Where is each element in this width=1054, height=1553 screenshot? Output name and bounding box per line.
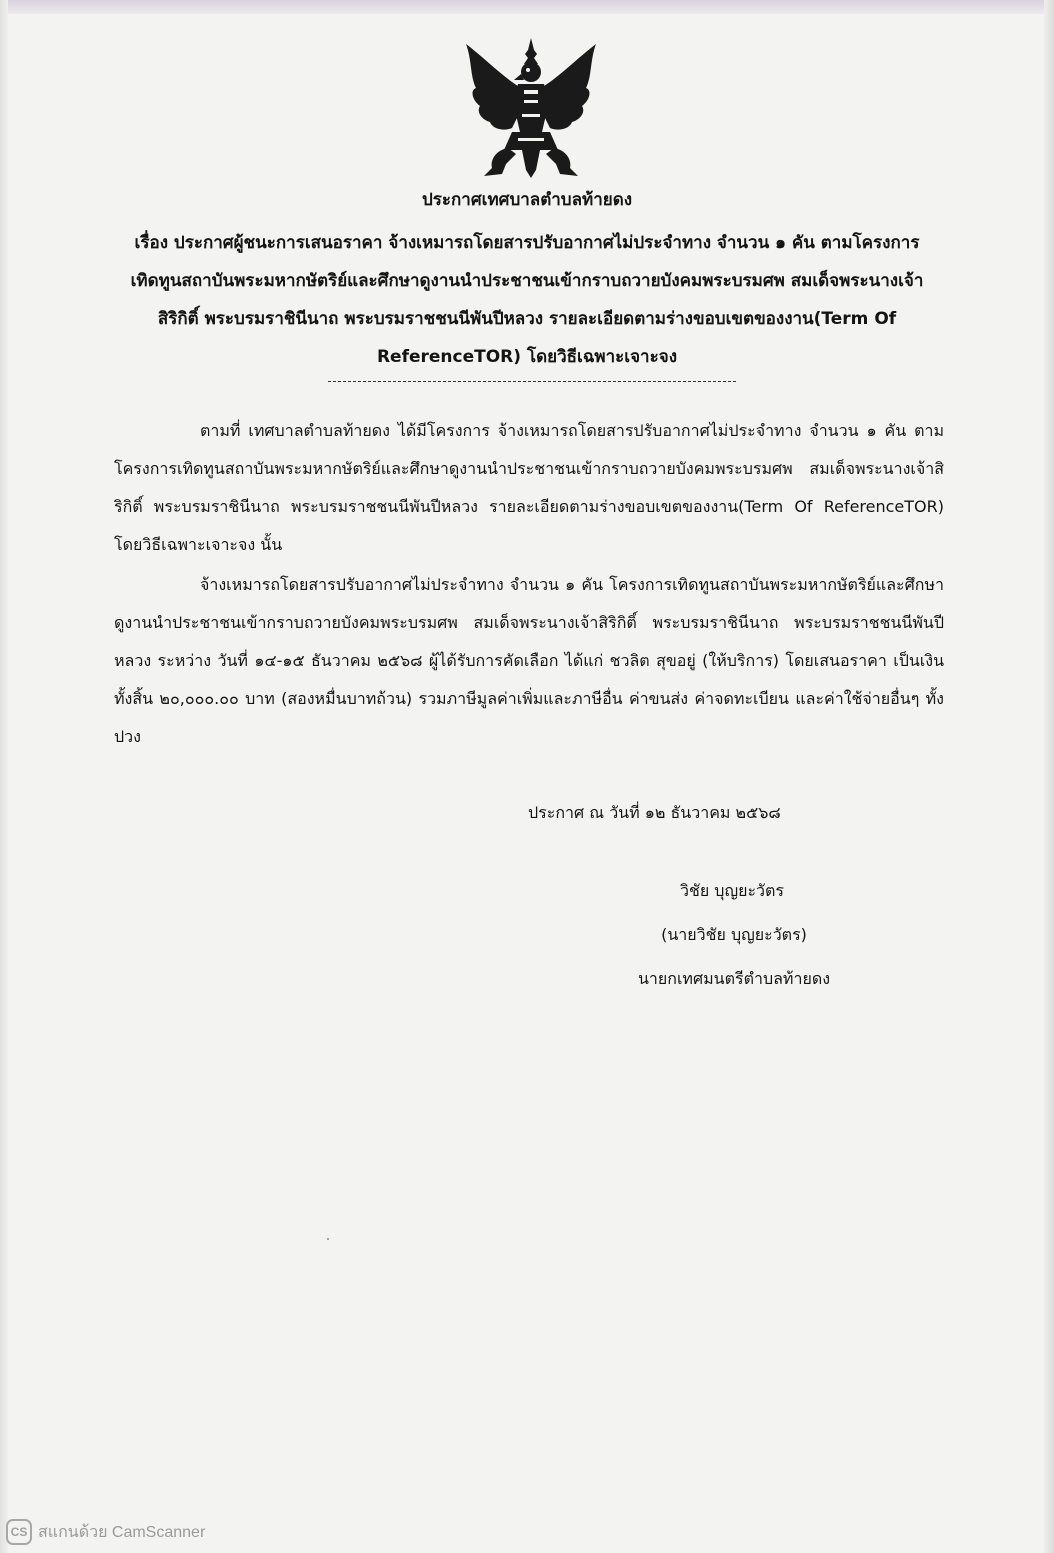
section-divider (328, 381, 736, 382)
scan-speck (327, 1238, 329, 1240)
subject-line: เรื่อง ประกาศผู้ชนะการเสนอราคา จ้างเหมารถโดยสารปรับอากาศไม่ประจำทาง จำนวน ๑ คัน ตามโครงการ (134, 233, 920, 253)
scan-edge-top (0, 0, 1054, 14)
body-paragraph-1 (114, 412, 944, 564)
subject-block (96, 224, 958, 376)
scan-edge-right (1044, 0, 1054, 1553)
subject-line: สิริกิติ์ พระบรมราชินีนาถ พระบรมราชชนนีพันปีหลวง รายละเอียดตามร่างขอบเขตของงาน(Term Of (157, 309, 897, 329)
camscanner-text: สแกนด้วย CamScanner (38, 1523, 206, 1541)
camscanner-logo-icon: CS (6, 1519, 32, 1545)
announcement-date: ประกาศ ณ วันที่ ๑๒ ธันวาคม ๒๕๖๘ (528, 803, 781, 822)
signatory-position: นายกเทศมนตรีตำบลท้ายดง (637, 969, 831, 988)
body-paragraph-2 (114, 566, 944, 756)
subject-line: เทิดทูนสถาบันพระมหากษัตริย์และศึกษาดูงานนำประชาชนเข้ากราบถวายบังคมพระบรมศพ สมเด็จพระนางเจ้า (130, 271, 924, 291)
paragraph-text: ตามที่ เทศบาลตำบลท้ายดง ได้มีโครงการ จ้างเหมารถโดยสารปรับอากาศไม่ประจำทาง จำนวน ๑ คัน ตามโครงการเทิดทูนสถาบันพระมหากษัตริย์และศึกษาดูงานนำประชาชนเข้ากราบถวายบังคมพระบรมศพ สมเด็จพระนางเจ้าสิริกิติ์ พระบรมราชินีนาถ พระบรมราชชนนีพันปีหลวง รายละเอียดตามร่างขอบเขตของงาน(Term Of ReferenceTOR) โดยวิธีเฉพาะเจาะจง นั้น (114, 421, 944, 554)
signatory-full-name: (นายวิชัย บุญยะวัตร) (661, 925, 807, 944)
document-title: ประกาศเทศบาลตำบลท้ายดง (421, 190, 633, 210)
scan-edge-left (0, 0, 8, 1553)
camscanner-watermark (6, 1518, 205, 1546)
garuda-emblem-icon (462, 36, 600, 182)
paragraph-text: จ้างเหมารถโดยสารปรับอากาศไม่ประจำทาง จำนวน ๑ คัน โครงการเทิดทูนสถาบันพระมหากษัตริย์และศึกษาดูงานนำประชาชนเข้ากราบถวายบังคมพระบรมศพ สมเด็จพระนางเจ้าสิริกิติ์ พระบรมราชินีนาถ พระบรมราชชนนีพันปีหลวง ระหว่าง วันที่ ๑๔-๑๕ ธันวาคม ๒๕๖๘ ผู้ได้รับการคัดเลือก ได้แก่ ชวลิต สุขอยู่ (ให้บริการ) โดยเสนอราคา เป็นเงินทั้งสิ้น ๒๐,๐๐๐.๐๐ บาท (สองหมื่นบาทถ้วน) รวมภาษีมูลค่าเพิ่มและภาษีอื่น ค่าขนส่ง ค่าจดทะเบียน และค่าใช้จ่ายอื่นๆ ทั้งปวง (114, 575, 944, 746)
signature-name: วิชัย บุญยะวัตร (679, 881, 785, 900)
subject-line: ReferenceTOR) โดยวิธีเฉพาะเจาะจง (376, 347, 678, 367)
